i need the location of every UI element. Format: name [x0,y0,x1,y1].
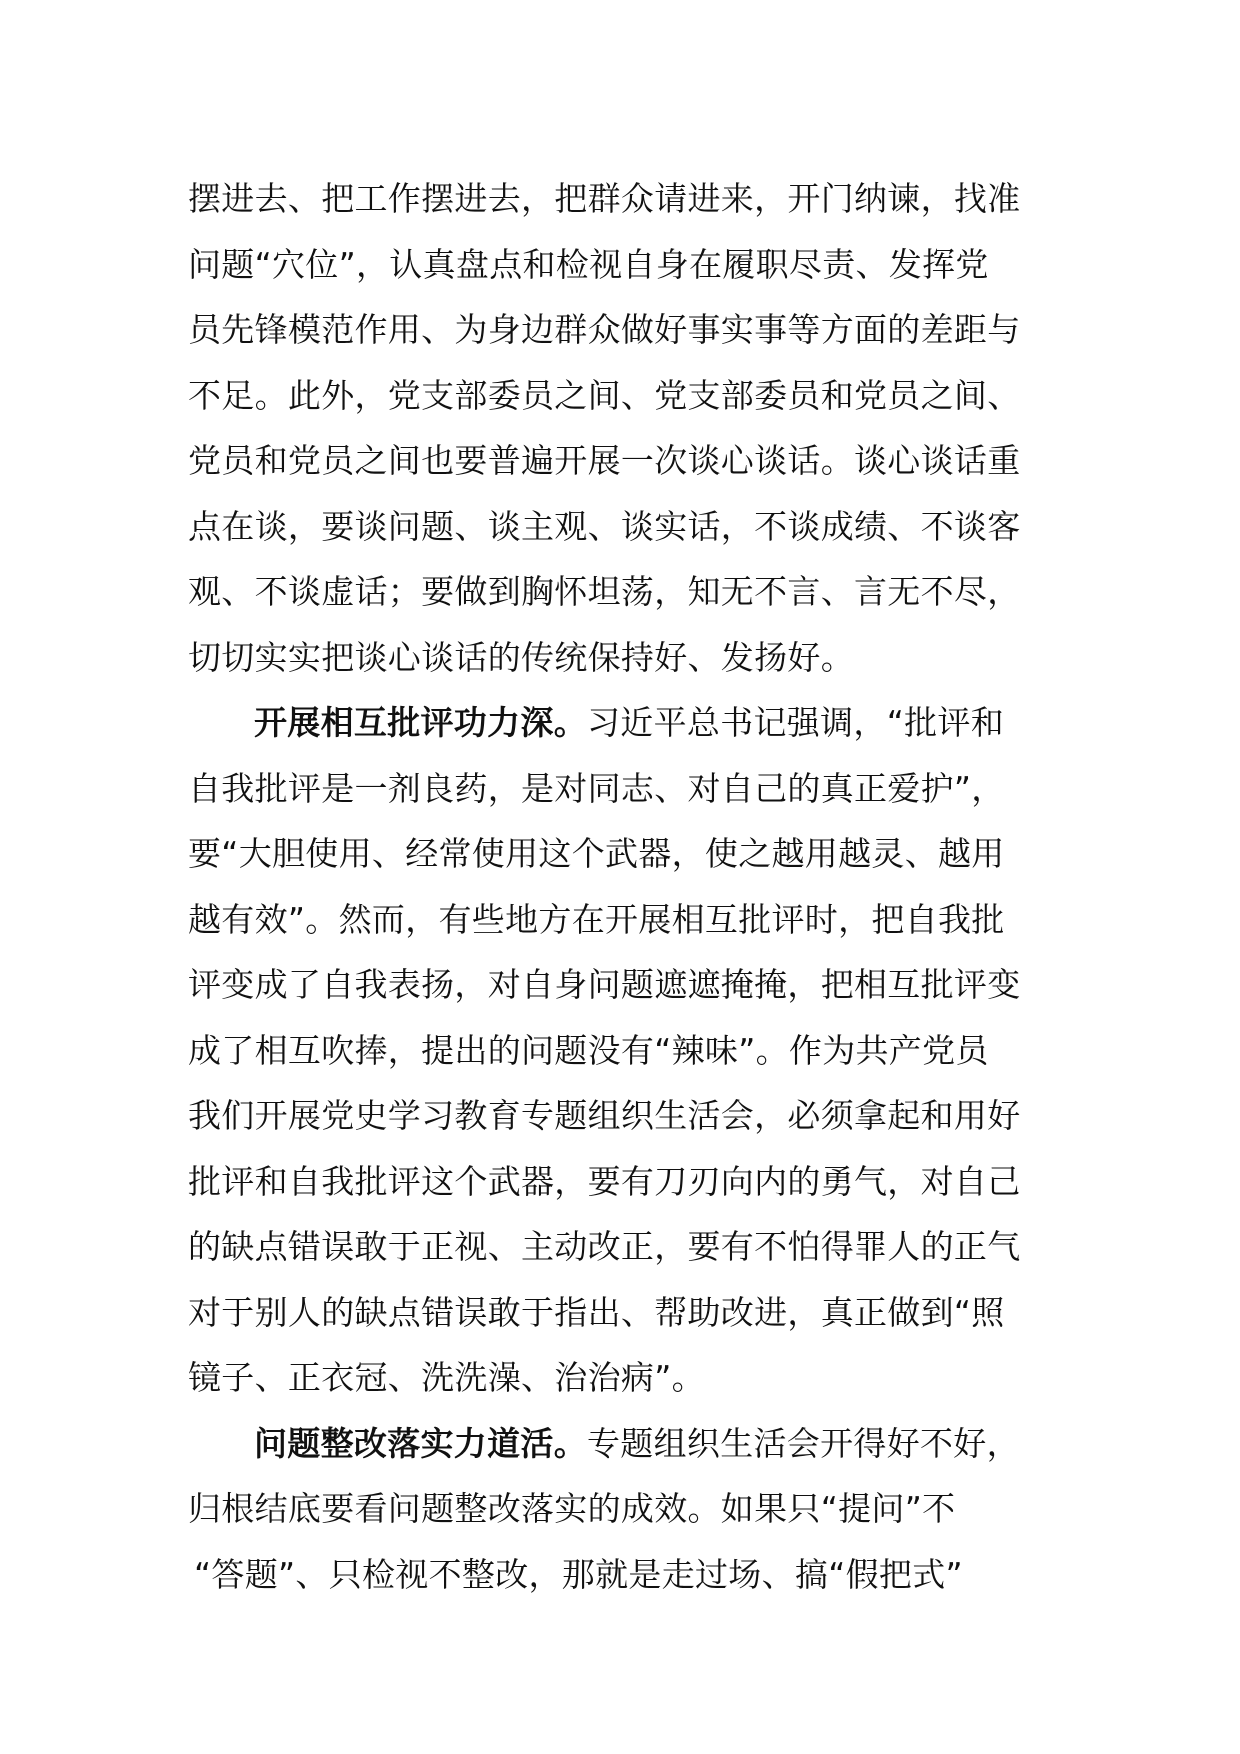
paragraph-2-first-line [188,690,1058,756]
document-body [188,166,1058,1607]
paragraph-3-first-line [188,1411,1058,1477]
paragraph-2-first-line-text: 习近平总书记强调，“批评和 [587,703,1004,742]
paragraph-1-line-6: 点在谈，要谈问题、谈主观、谈实话，不谈成绩、不谈客 [188,506,1021,546]
paragraph-1-line-1: 摆进去、把工作摆进去，把群众请进来，开门纳谏，找准 [188,179,1021,218]
paragraph-1-line-5: 党员和党员之间也要普遍开展一次谈心谈话。谈心谈话重 [188,441,1021,480]
paragraph-2-line-9: 的缺点错误敢于正视、主动改正，要有不怕得罪人的正气 [188,1227,1021,1266]
paragraph-2-line-3: 要“大胆使用、经常使用这个武器，使之越用越灵、越用 [188,834,1005,873]
paragraph-3-line-2: 归根结底要看问题整改落实的成效。如果只“提问”不 [188,1489,956,1528]
paragraph-2-line-10: 对于别人的缺点错误敢于指出、帮助改进，真正做到“照 [188,1292,1005,1332]
paragraph-1-line-7: 观、不谈虚话；要做到胸怀坦荡，知无不言、言无不尽， [188,572,1021,611]
paragraph-2-line-7: 我们开展党史学习教育专题组织生活会，必须拿起和用好 [188,1096,1021,1135]
paragraph-1-line-4: 不足。此外，党支部委员之间、党支部委员和党员之间、 [188,375,1021,415]
paragraph-2-line-8: 批评和自我批评这个武器，要有刀刃向内的勇气，对自己 [188,1161,1021,1201]
paragraph-1-line-2: 问题“穴位”，认真盘点和检视自身在履职尽责、发挥党 [188,244,989,284]
paragraph-1-line-8: 切切实实把谈心谈话的传统保持好、发扬好。 [188,637,854,677]
paragraph-2-line-2: 自我批评是一剂良药，是对同志、对自己的真正爱护”， [188,768,1005,808]
paragraph-3-line-3: “答题”、只检视不整改，那就是走过场、搞“假把式” [194,1554,963,1594]
paragraph-2-line-6: 成了相互吹捧，提出的问题没有“辣味”。作为共产党员 [188,1030,989,1070]
paragraph-2-heading: 开展相互批评功力深。 [254,703,587,742]
paragraph-3-first-line-text: 专题组织生活会开得好不好， [587,1423,1020,1463]
paragraph-2-line-5: 评变成了自我表扬，对自身问题遮遮掩掩，把相互批评变 [188,965,1021,1004]
paragraph-1-line-3: 员先锋模范作用、为身边群众做好事实事等方面的差距与 [188,310,1021,349]
paragraph-2-line-11: 镜子、正衣冠、洗洗澡、治治病”。 [188,1358,705,1397]
paragraph-2-line-4: 越有效”。然而，有些地方在开展相互批评时，把自我批 [188,899,1005,939]
paragraph-3-heading: 问题整改落实力道活。 [254,1423,587,1463]
